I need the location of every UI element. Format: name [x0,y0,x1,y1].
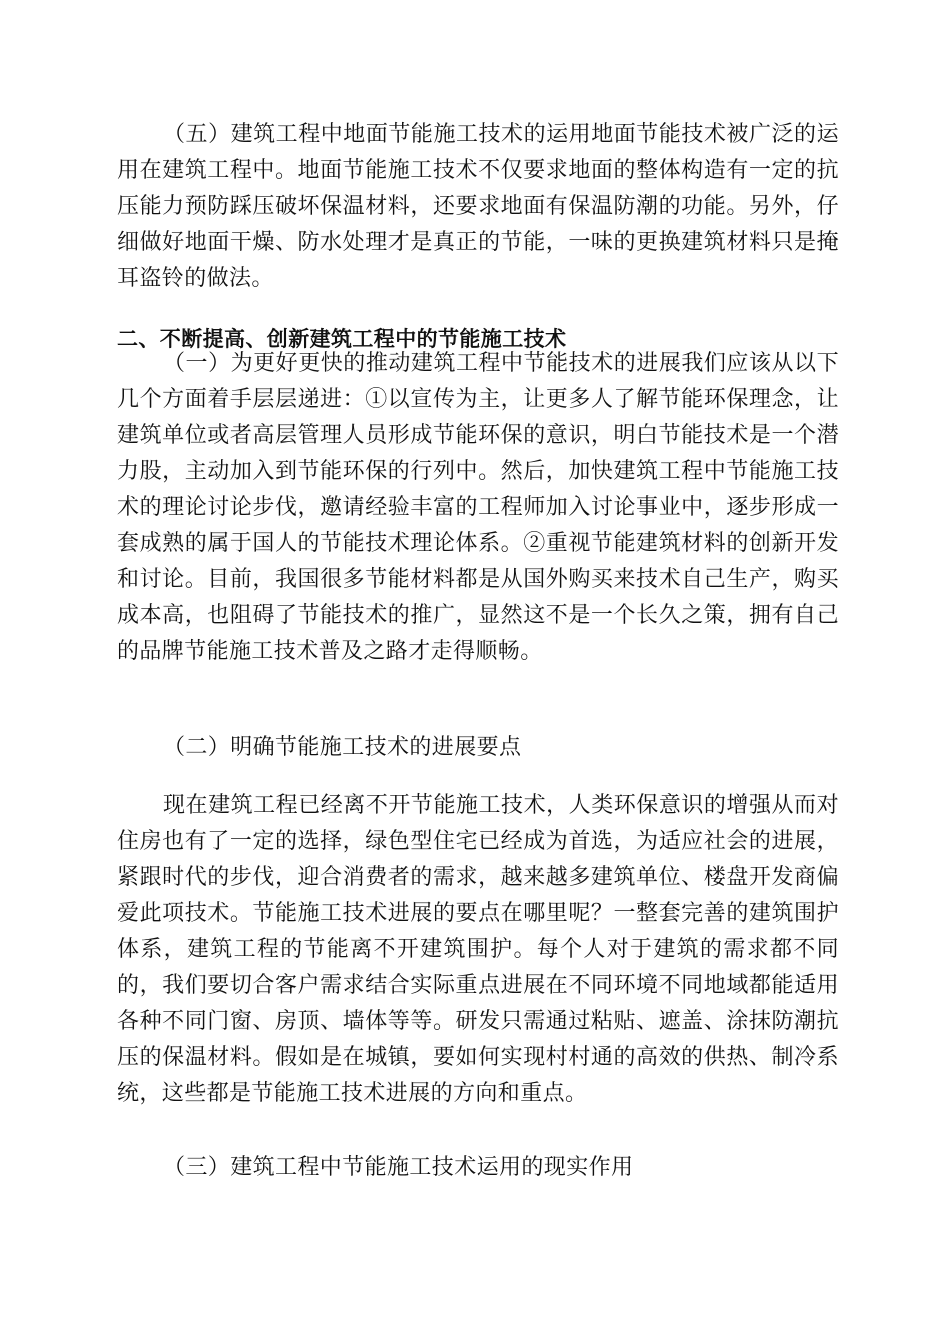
subheading-key-points: （二）明确节能施工技术的进展要点 [163,735,522,760]
paragraph-promotion-measures: （一）为更好更快的推动建筑工程中节能技术的进展我们应该从以下几个方面着手层层递进：①以宣传为主，让更多人了解节能环保理念，让建筑单位或者高层管理人员形成节能环保的意识，明白节能技术是一个潜力股，主动加入到节能环保的行列中。然后，加快建筑工程中节能施工技术的理论讨论步伐，邀请经验丰富的工程师加入讨论事业中，逐步形成一套成熟的属于国人的节能技术理论体系。②重视节能建筑材料的创新开发和讨论。目前，我国很多节能材料都是从国外购买来技术自己生产，购买成本高，也阻碍了节能技术的推广，显然这不是一个长久之策，拥有自己的品牌节能施工技术普及之路才走得顺畅。 [117,351,839,664]
section-heading: 二、不断提高、创新建筑工程中的节能施工技术 [117,327,567,351]
paragraph-key-points: 现在建筑工程已经离不开节能施工技术，人类环保意识的增强从而对住房也有了一定的选择，绿色型住宅已经成为首选，为适应社会的进展，紧跟时代的步伐，迎合消费者的需求，越来越多建筑单位、楼盘开发商偏爱此项技术。节能施工技术进展的要点在哪里呢？一整套完善的建筑围护体系，建筑工程的节能离不开建筑围护。每个人对于建筑的需求都不同的，我们要切合客户需求结合实际重点进展在不同环境不同地域都能适用各种不同门窗、房顶、墙体等等。研发只需通过粘贴、遮盖、涂抹防潮抗压的保温材料。假如是在城镇，要如何实现村村通的高效的供热、制冷系统，这些都是节能施工技术进展的方向和重点。 [117,793,839,1106]
paragraph-ground-energy-saving: （五）建筑工程中地面节能施工技术的运用地面节能技术被广泛的运用在建筑工程中。地面节能施工技术不仅要求地面的整体构造有一定的抗压能力预防踩压破坏保温材料，还要求地面有保温防潮的功能。另外，仔细做好地面干燥、防水处理才是真正的节能，一味的更换建筑材料只是掩耳盗铃的做法。 [117,122,839,291]
subheading-practical-role: （三）建筑工程中节能施工技术运用的现实作用 [163,1155,634,1180]
